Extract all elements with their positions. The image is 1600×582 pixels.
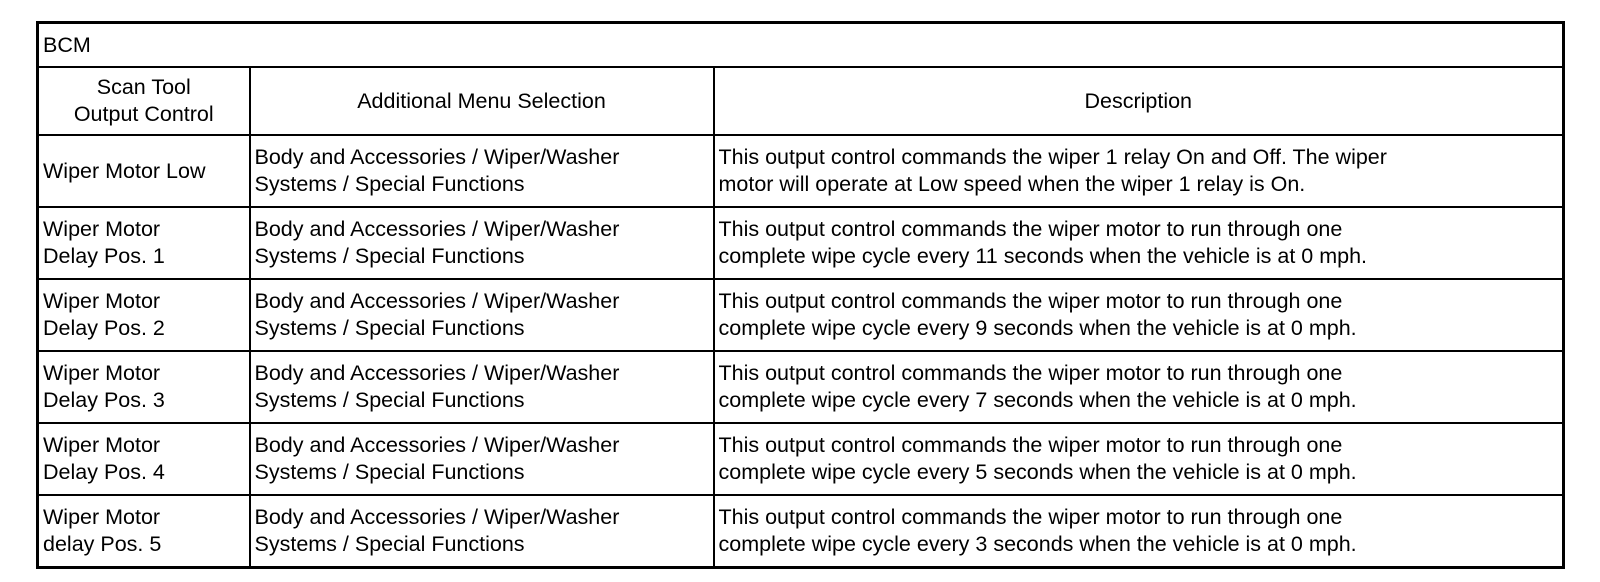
cell-text: Wiper Motor Delay Pos. 3 bbox=[43, 361, 165, 412]
table-row bbox=[38, 423, 1564, 495]
table-title-row bbox=[38, 23, 1564, 68]
cell-output-control bbox=[38, 495, 250, 568]
cell-text: This output control commands the wiper motor to run through one complete wipe cycle every 7 seconds when the vehicle is at 0 mph. bbox=[718, 361, 1357, 412]
cell-text: Body and Accessories / Wiper/Washer Systems / Special Functions bbox=[254, 217, 620, 268]
cell-menu-selection bbox=[250, 423, 714, 495]
cell-description bbox=[714, 207, 1564, 279]
cell-description bbox=[714, 423, 1564, 495]
header-label: Description bbox=[1084, 88, 1193, 113]
table-row bbox=[38, 207, 1564, 279]
cell-text: Wiper Motor Delay Pos. 1 bbox=[43, 217, 165, 268]
table-row bbox=[38, 279, 1564, 351]
cell-text: This output control commands the wiper motor to run through one complete wipe cycle every 5 seconds when the vehicle is at 0 mph. bbox=[718, 433, 1357, 484]
cell-output-control bbox=[38, 351, 250, 423]
cell-menu-selection bbox=[250, 279, 714, 351]
header-additional-menu-selection bbox=[250, 67, 714, 135]
table-row bbox=[38, 495, 1564, 568]
cell-description bbox=[714, 351, 1564, 423]
table-header-row bbox=[38, 67, 1564, 135]
cell-text: Body and Accessories / Wiper/Washer Systems / Special Functions bbox=[254, 433, 620, 484]
cell-text: Wiper Motor Low bbox=[43, 158, 206, 183]
cell-text: Wiper Motor Delay Pos. 2 bbox=[43, 289, 165, 340]
cell-text: Body and Accessories / Wiper/Washer Systems / Special Functions bbox=[254, 145, 620, 196]
cell-description bbox=[714, 495, 1564, 568]
header-label: Scan Tool Output Control bbox=[73, 75, 214, 126]
cell-menu-selection bbox=[250, 495, 714, 568]
table-title: BCM bbox=[38, 23, 1564, 68]
cell-menu-selection bbox=[250, 351, 714, 423]
cell-output-control bbox=[38, 423, 250, 495]
cell-text: This output control commands the wiper motor to run through one complete wipe cycle every 11 seconds when the vehicle is at 0 mph. bbox=[718, 217, 1368, 268]
cell-description bbox=[714, 135, 1564, 207]
cell-output-control bbox=[38, 207, 250, 279]
table-row bbox=[38, 135, 1564, 207]
header-description bbox=[714, 67, 1564, 135]
cell-text: This output control commands the wiper motor to run through one complete wipe cycle every 3 seconds when the vehicle is at 0 mph. bbox=[718, 505, 1357, 556]
cell-output-control bbox=[38, 135, 250, 207]
cell-text: This output control commands the wiper 1 relay On and Off. The wiper motor will operate at Low speed when the wiper 1 relay is On. bbox=[718, 145, 1387, 196]
bcm-table-container bbox=[36, 21, 1565, 569]
cell-text: Wiper Motor Delay Pos. 4 bbox=[43, 433, 165, 484]
bcm-output-control-table bbox=[36, 21, 1565, 569]
cell-text: Body and Accessories / Wiper/Washer Systems / Special Functions bbox=[254, 289, 620, 340]
cell-output-control bbox=[38, 279, 250, 351]
cell-text: This output control commands the wiper motor to run through one complete wipe cycle every 9 seconds when the vehicle is at 0 mph. bbox=[718, 289, 1357, 340]
cell-text: Wiper Motor delay Pos. 5 bbox=[43, 505, 162, 556]
table-row bbox=[38, 351, 1564, 423]
cell-text: Body and Accessories / Wiper/Washer Systems / Special Functions bbox=[254, 361, 620, 412]
cell-text: Body and Accessories / Wiper/Washer Systems / Special Functions bbox=[254, 505, 620, 556]
cell-description bbox=[714, 279, 1564, 351]
cell-menu-selection bbox=[250, 207, 714, 279]
header-label: Additional Menu Selection bbox=[357, 88, 606, 113]
header-scan-tool-output-control bbox=[38, 67, 250, 135]
cell-menu-selection bbox=[250, 135, 714, 207]
